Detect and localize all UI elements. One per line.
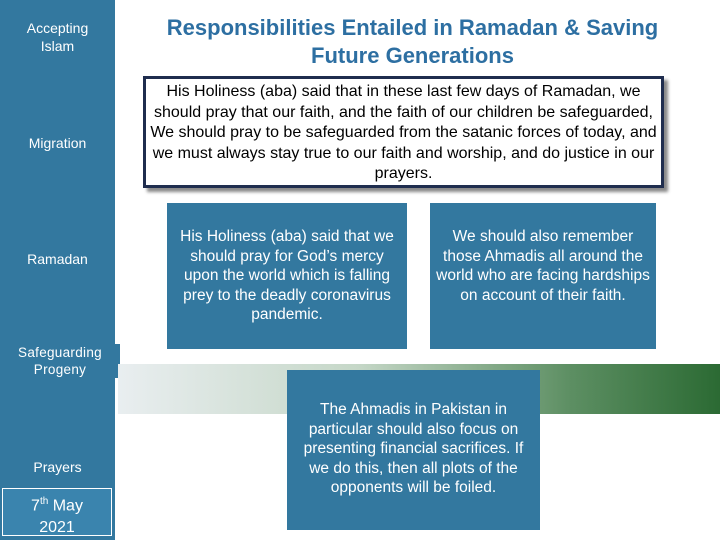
sidebar-item-safeguarding-progeny[interactable] [0,344,120,378]
page-title: Responsibilities Entailed in Ramadan & Saving Future Generations [166,15,659,68]
date-month: May [48,497,83,515]
sidebar-item-migration[interactable] [0,134,115,152]
info-box-bottom: The Ahmadis in Pakistan in particular should also focus on presenting financial sacrifices. If we do this, then all plots of the opponents will be foiled. [287,370,540,530]
info-box-right: We should also remember those Ahmadis all around the world who are facing hardships on account of their faith. [430,203,656,349]
sidebar-item-label: Prayers [33,459,82,475]
sidebar-item-label: Accepting Islam [26,20,89,54]
sidebar-item-prayers[interactable] [0,458,115,476]
sidebar-item-label: Migration [28,135,87,151]
date-badge [2,488,112,536]
quote-box: His Holiness (aba) said that in these last few days of Ramadan, we should pray that our faith, and the faith of our children be safeguarded, We should pray to be safeguarded from the satanic forces of today, and we must always stay true to our faith and worship, and do justice in our prayers. [143,76,664,188]
date-year: 2021 [39,519,75,537]
sidebar [0,0,115,540]
date-day: 7 [31,497,40,515]
sidebar-item-label: Ramadan [27,251,88,267]
sidebar-item-accepting-islam[interactable] [0,19,115,55]
sidebar-item-ramadan[interactable] [0,250,115,268]
date-suffix: th [39,496,49,507]
info-box-left: His Holiness (aba) said that we should pray for God’s mercy upon the world which is falling prey to the deadly coronavirus pandemic. [167,203,407,349]
sidebar-item-label: Safeguarding Progeny [18,345,102,377]
